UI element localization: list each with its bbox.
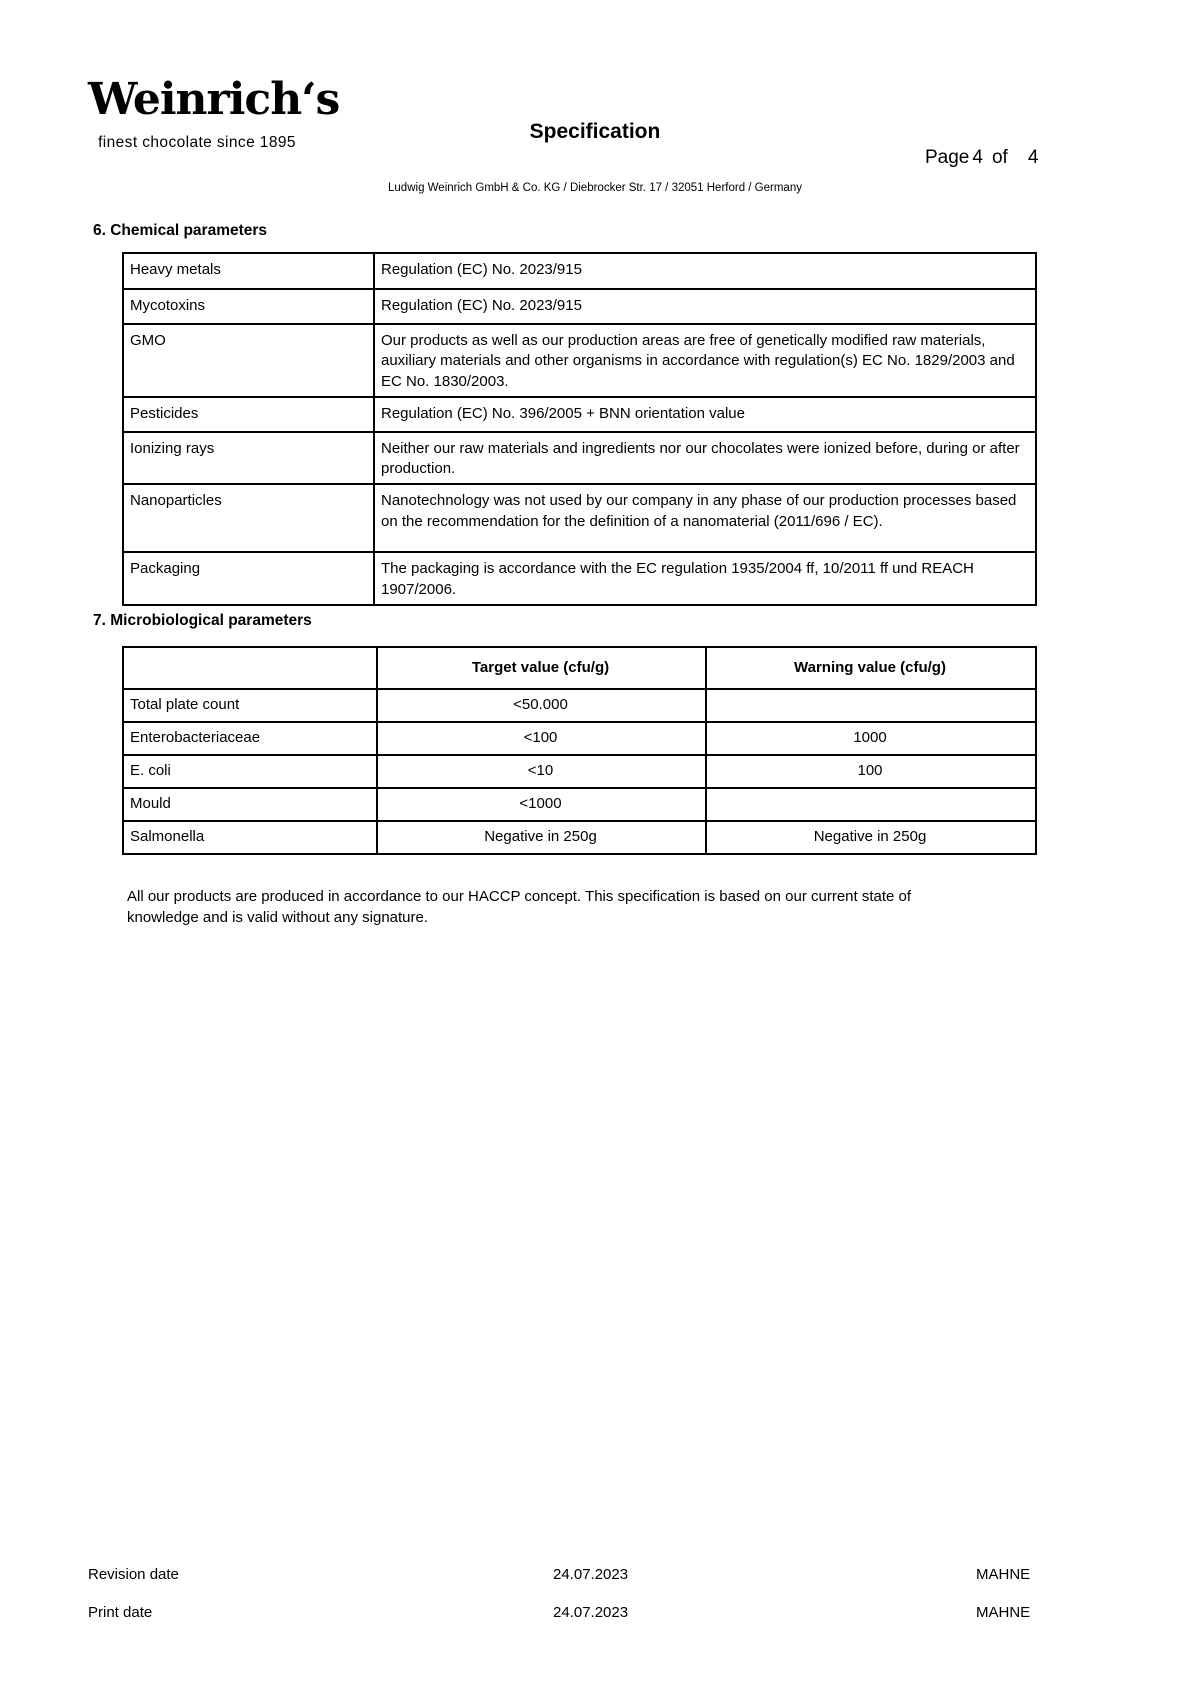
- param-cell: GMO: [123, 324, 374, 397]
- warning-value-cell: [706, 689, 1036, 722]
- target-value-cell: <100: [377, 722, 706, 755]
- param-cell: Packaging: [123, 552, 374, 605]
- table-row: [123, 722, 1036, 755]
- target-value-cell: <10: [377, 755, 706, 788]
- value-cell: The packaging is accordance with the EC regulation 1935/2004 ff, 10/2011 ff und REACH 1907/2006.: [374, 552, 1036, 605]
- microbiological-parameters-table: [122, 646, 1037, 855]
- chemical-parameters-table: [122, 252, 1037, 606]
- page-number-current: 4: [972, 147, 983, 168]
- table-header-row: [123, 647, 1036, 689]
- value-cell: Our products as well as our production areas are free of genetically modified raw materials, auxiliary materials and other organisms in accordance with regulation(s) EC No. 1829/2003 and EC No. 1830/2003.: [374, 324, 1036, 397]
- param-cell: Salmonella: [123, 821, 377, 854]
- param-cell: Mould: [123, 788, 377, 821]
- value-cell: Neither our raw materials and ingredients nor our chocolates were ionized before, during or after production.: [374, 432, 1036, 485]
- table-row: [123, 821, 1036, 854]
- warning-value-cell: Negative in 250g: [706, 821, 1036, 854]
- param-cell: Mycotoxins: [123, 289, 374, 324]
- table-row: [123, 289, 1036, 324]
- param-cell: Ionizing rays: [123, 432, 374, 485]
- table-row: [123, 788, 1036, 821]
- document-title: Specification: [529, 120, 661, 143]
- param-cell: Total plate count: [123, 689, 377, 722]
- haccp-note: All our products are produced in accordance to our HACCP concept. This specification is based on our current state of knowledge and is valid without any signature.: [127, 888, 912, 926]
- param-cell: Pesticides: [123, 397, 374, 432]
- param-cell: Enterobacteriaceae: [123, 722, 377, 755]
- value-cell: Regulation (EC) No. 396/2005 + BNN orientation value: [374, 397, 1036, 432]
- table-row: [123, 397, 1036, 432]
- page-number-label: Page: [925, 147, 970, 168]
- table-row: [123, 253, 1036, 289]
- table-row: [123, 432, 1036, 485]
- logo-brand-text: Weinrich‘s: [88, 74, 340, 125]
- param-cell: Nanoparticles: [123, 484, 374, 552]
- param-cell: Heavy metals: [123, 253, 374, 289]
- table-row: [123, 324, 1036, 397]
- target-value-cell: <1000: [377, 788, 706, 821]
- print-date-label: Print date: [88, 1604, 153, 1621]
- logo-tagline: finest chocolate since 1895: [98, 134, 296, 152]
- print-date-value: 24.07.2023: [553, 1604, 629, 1621]
- section-heading-chemical: 6. Chemical parameters: [93, 222, 268, 239]
- param-cell: E. coli: [123, 755, 377, 788]
- header-cell-empty: [123, 647, 377, 689]
- print-author: MAHNE: [976, 1604, 1031, 1621]
- target-value-cell: <50.000: [377, 689, 706, 722]
- value-cell: Regulation (EC) No. 2023/915: [374, 289, 1036, 324]
- value-cell: Nanotechnology was not used by our company in any phase of our production processes based on the recommendation for the definition of a nanomaterial (2011/696 / EC).: [374, 484, 1036, 552]
- target-value-cell: Negative in 250g: [377, 821, 706, 854]
- company-address-line: Ludwig Weinrich GmbH & Co. KG / Diebrocker Str. 17 / 32051 Herford / Germany: [388, 182, 802, 194]
- table-row: [123, 484, 1036, 552]
- section-heading-microbiological: 7. Microbiological parameters: [93, 612, 312, 629]
- table-row: [123, 552, 1036, 605]
- revision-author: MAHNE: [976, 1566, 1031, 1583]
- table-row: [123, 689, 1036, 722]
- header-cell-warning: Warning value (cfu/g): [706, 647, 1036, 689]
- page-number: [925, 147, 1038, 169]
- warning-value-cell: 1000: [706, 722, 1036, 755]
- revision-date-value: 24.07.2023: [553, 1566, 629, 1583]
- page-number-total: 4: [1027, 147, 1039, 168]
- revision-date-label: Revision date: [88, 1566, 179, 1583]
- header-cell-target: Target value (cfu/g): [377, 647, 706, 689]
- warning-value-cell: 100: [706, 755, 1036, 788]
- value-cell: Regulation (EC) No. 2023/915: [374, 253, 1036, 289]
- page-number-of: of: [991, 147, 1008, 168]
- warning-value-cell: [706, 788, 1036, 821]
- table-row: [123, 755, 1036, 788]
